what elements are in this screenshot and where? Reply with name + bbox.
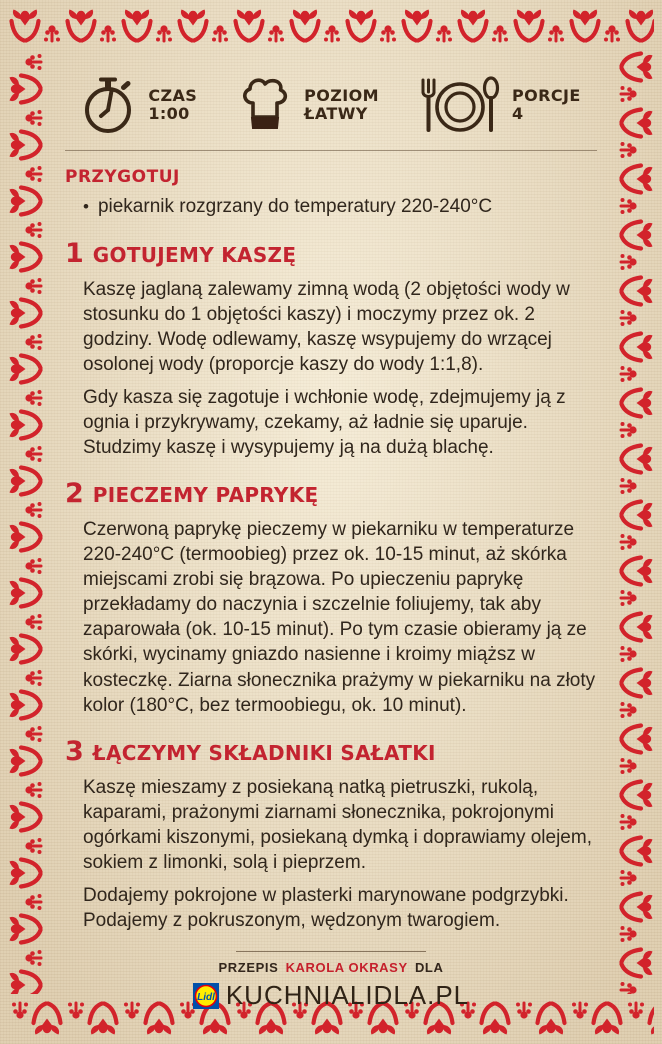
- lidl-logo: [193, 983, 219, 1009]
- folk-motif: [612, 722, 654, 778]
- folk-motif: [8, 50, 50, 106]
- stat-level-text: [304, 87, 379, 123]
- folk-motif: [612, 834, 654, 890]
- step-section-1: [65, 238, 597, 461]
- folk-motif: [612, 554, 654, 610]
- folk-motif: [8, 8, 64, 50]
- step-title: GOTUJEMY KASZĘ: [92, 242, 297, 267]
- folk-motif: [612, 778, 654, 834]
- credit-prefix: PRZEPIS: [218, 960, 279, 976]
- folk-motif: [8, 722, 50, 778]
- step-heading: [65, 736, 597, 767]
- prepare-item-text: piekarnik rozgrzany do temperatury 220-240°C: [97, 196, 493, 217]
- folk-motif: [8, 994, 64, 1036]
- step-paragraph: Gdy kasza się zagotuje i wchłonie wodę, zdejmujemy ją z ognia i przykrywamy, czekamy, aż ładnie się uparuje. Studzimy kaszę i wysypujemy ją na dużą blachę.: [83, 386, 566, 458]
- folk-border-right: [612, 50, 654, 994]
- stat-level: [237, 75, 379, 135]
- folk-motif: [64, 8, 120, 50]
- step-paragraph: Kaszę mieszamy z posiekaną natką pietruszki, rukolą, kaparami, prażonymi ziarnami słonecznika, pokrojonymi ogórkami kiszonymi, posiekaną dymką i doprawiamy olejem, sokiem z limonki, solą i pieprzem.: [83, 776, 592, 873]
- folk-motif: [176, 8, 232, 50]
- folk-motif: [232, 8, 288, 50]
- step-paragraph: Czerwoną paprykę pieczemy w piekarniku w temperaturze 220-240°C (termoobieg) przez ok. 10-15 minut, aż skórka miejscami zrobi się brązowa. Po upieczeniu paprykę przekładamy do naczynia i szczelnie foliujemy, tak aby zaparowała (ok. 10-15 minut). Po tym czasie obieramy ją ze skórki, wycinamy gniazdo nasienne i kroimy miąższ w kosteczkę. Ziarna słonecznika prażymy w piekarniku na złoty kolor (180°C, bez termoobiegu, ok. 10 minut).: [83, 519, 596, 716]
- stat-value: 1:00: [148, 104, 190, 123]
- stat-time-text: [148, 87, 197, 123]
- folk-motif: [8, 218, 50, 274]
- prepare-item: [83, 194, 597, 220]
- stat-label: CZAS: [148, 86, 198, 106]
- folk-motif: [612, 386, 654, 442]
- stat-servings-text: [512, 87, 581, 123]
- folk-motif: [344, 8, 400, 50]
- folk-motif: [8, 498, 50, 554]
- step-section-3: [65, 736, 597, 933]
- stat-label: PORCJE: [511, 86, 581, 106]
- folk-motif: [624, 994, 654, 1036]
- stat-time: [81, 74, 197, 136]
- step-number: 1: [65, 237, 84, 269]
- folk-motif: [612, 330, 654, 386]
- folk-motif: [612, 946, 654, 994]
- stat-servings: [419, 74, 581, 136]
- folk-motif: [8, 834, 50, 890]
- credit-suffix: DLA: [414, 960, 444, 976]
- plate-cutlery-icon: [419, 74, 501, 136]
- folk-motif: [8, 386, 50, 442]
- chef-hat-icon: [237, 75, 293, 135]
- step-title: PIECZEMY PAPRYKĘ: [92, 483, 319, 508]
- step-paragraph: Dodajemy pokrojone w plasterki marynowane podgrzybki. Podajemy z pokruszonym, wędzonym twarogiem.: [83, 884, 569, 932]
- brand-row: [65, 980, 597, 1011]
- folk-border-top: [8, 8, 654, 50]
- step-paragraph: Kaszę jaglaną zalewamy zimną wodą (2 objętości wody w stosunku do 1 objętości kaszy) i moczymy przez ok. 2 godziny. Wodę odlewamy, kaszę wsypujemy do wrzącej osolonej wody (proporcje kaszy do wody 1:1,8).: [83, 278, 570, 375]
- stat-label: POZIOM: [304, 86, 379, 106]
- header-divider: [65, 150, 597, 151]
- folk-motif: [456, 8, 512, 50]
- prepare-section: [65, 167, 597, 220]
- folk-motif: [8, 610, 50, 666]
- folk-motif: [8, 442, 50, 498]
- folk-motif: [612, 610, 654, 666]
- bullet-icon: •: [83, 197, 89, 216]
- folk-border-left: [8, 50, 50, 994]
- stat-value: 4: [511, 104, 524, 123]
- footer-divider: [236, 951, 426, 952]
- folk-motif: [612, 442, 654, 498]
- folk-motif: [120, 8, 176, 50]
- folk-motif: [8, 274, 50, 330]
- recipe-content: [65, 74, 597, 1011]
- step-heading: [65, 238, 597, 269]
- credit-author: KAROLA OKRASY: [285, 960, 408, 976]
- folk-motif: [8, 666, 50, 722]
- folk-motif: [624, 8, 654, 50]
- folk-motif: [8, 106, 50, 162]
- folk-motif: [8, 554, 50, 610]
- brand-label: KUCHNIALIDLA.PL: [225, 980, 470, 1011]
- step-heading: [65, 478, 597, 509]
- stat-value: ŁATWY: [304, 104, 368, 123]
- step-section-2: [65, 478, 597, 718]
- folk-motif: [612, 106, 654, 162]
- lidl-logo-text: Lidl: [196, 991, 215, 1003]
- stopwatch-icon: [81, 74, 137, 136]
- recipe-stats: [65, 74, 597, 136]
- folk-motif: [612, 498, 654, 554]
- folk-motif: [612, 218, 654, 274]
- folk-motif: [8, 946, 50, 994]
- recipe-footer: [65, 951, 597, 1011]
- folk-motif: [612, 274, 654, 330]
- folk-motif: [612, 162, 654, 218]
- folk-motif: [400, 8, 456, 50]
- folk-motif: [8, 330, 50, 386]
- folk-motif: [288, 8, 344, 50]
- folk-motif: [8, 890, 50, 946]
- step-number: 2: [65, 478, 84, 510]
- folk-motif: [512, 8, 568, 50]
- folk-motif: [568, 8, 624, 50]
- step-title: ŁĄCZYMY SKŁADNIKI SAŁATKI: [92, 740, 436, 765]
- prepare-title: PRZYGOTUJ: [65, 167, 180, 187]
- folk-motif: [612, 666, 654, 722]
- credit-line: [65, 960, 597, 975]
- step-number: 3: [65, 735, 84, 767]
- folk-motif: [8, 778, 50, 834]
- folk-motif: [612, 890, 654, 946]
- folk-motif: [8, 162, 50, 218]
- folk-motif: [612, 50, 654, 106]
